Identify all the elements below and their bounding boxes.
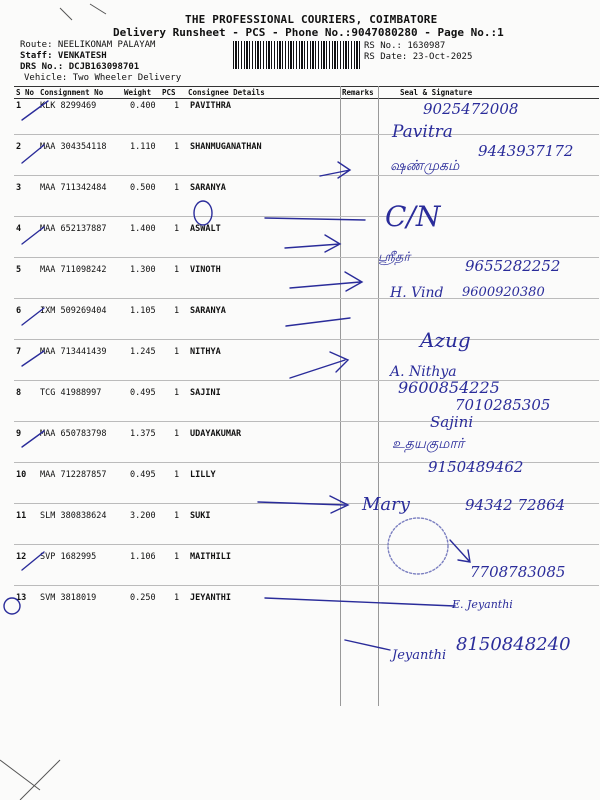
cell-weight: 0.500 [130, 183, 156, 193]
phone-12: 7708783085 [470, 563, 566, 581]
cell-weight: 1.300 [130, 265, 156, 275]
phone-9: 9150489462 [428, 458, 524, 476]
cell-consignment: MAA 650783798 [40, 429, 107, 439]
line [345, 640, 390, 650]
rs-date: RS Date: 23-Oct-2025 [364, 52, 473, 62]
signature-10: Mary [362, 494, 410, 515]
circle-mark [194, 201, 212, 225]
cell-consignment: KLK 8299469 [40, 101, 97, 111]
signature-4: ஸ்ரீதர் [378, 250, 411, 265]
phone-7: 9600854225 [398, 378, 500, 397]
cell-weight: 0.495 [130, 470, 156, 480]
cell-consignee: JEYANTHI [190, 593, 231, 603]
cell-consignee: LILLY [190, 470, 216, 480]
signature-1: Pavitra [392, 122, 453, 142]
arrow-icon [285, 235, 340, 252]
cell-weight: 0.250 [130, 593, 156, 603]
cell-weight: 1.375 [130, 429, 156, 439]
cell-consignee: MAITHILI [190, 552, 231, 562]
circle-mark [4, 598, 20, 614]
col-weight: Weight [124, 88, 152, 97]
tick-mark [22, 227, 44, 244]
cell-weight: 1.110 [130, 142, 156, 152]
cell-sno: 4 [16, 224, 22, 234]
tick-mark [22, 431, 44, 447]
cell-weight: 3.200 [130, 511, 156, 521]
signature-2: ஷண்முகம் [390, 158, 460, 174]
col-pcs: PCS [162, 88, 176, 97]
cell-pcs: 1 [174, 593, 180, 603]
cell-pcs: 1 [174, 470, 180, 480]
rs-number: RS No.: 1630987 [364, 41, 446, 51]
phone-13: 8150848240 [456, 634, 571, 655]
col-consignee: Consignee Details [188, 88, 265, 97]
col-seal: Seal & Signature [400, 88, 473, 97]
cell-sno: 6 [16, 306, 22, 316]
cell-pcs: 1 [174, 388, 180, 398]
cell-consignment: SVP 1682995 [40, 552, 97, 562]
arrow-icon [290, 272, 362, 291]
cell-weight: 1.106 [130, 552, 156, 562]
col-sno: S No [16, 88, 35, 97]
vehicle-label: Vehicle: Two Wheeler Delivery [24, 73, 182, 83]
signature-13: Jeyanthi [392, 648, 447, 663]
cell-consignee: SARANYA [190, 306, 226, 316]
cell-pcs: 1 [174, 265, 180, 275]
cell-consignment: MAA 304354118 [40, 142, 107, 152]
cell-consignee: NITHYA [190, 347, 221, 357]
cell-weight: 1.245 [130, 347, 156, 357]
cell-consignment: TCG 41988997 [40, 388, 102, 398]
cell-weight: 0.495 [130, 388, 156, 398]
phone-8: 7010285305 [455, 396, 551, 414]
cell-consignee: SARANYA [190, 183, 226, 193]
phone-2: 9443937172 [478, 142, 574, 160]
cell-consignment: MAA 711098242 [40, 265, 107, 275]
cell-sno: 8 [16, 388, 22, 398]
cell-pcs: 1 [174, 306, 180, 316]
phone-1: 9025472008 [423, 100, 519, 118]
cell-consignee: SHANMUGANATHAN [190, 142, 262, 152]
tick-mark [22, 145, 44, 163]
cell-consignee: ASWALT [190, 224, 221, 234]
dash-line [265, 218, 365, 220]
tick-mark [22, 101, 48, 120]
cell-pcs: 1 [174, 101, 180, 111]
phone-4: 9655282252 [465, 257, 561, 275]
cell-weight: 1.400 [130, 224, 156, 234]
cell-sno: 2 [16, 142, 22, 152]
cell-pcs: 1 [174, 183, 180, 193]
arrow-icon [450, 540, 470, 562]
cell-pcs: 1 [174, 429, 180, 439]
tick-mark [22, 552, 44, 570]
col-consignment: Consignment No [40, 88, 104, 97]
cell-sno: 13 [16, 593, 27, 603]
cell-weight: 1.105 [130, 306, 156, 316]
cell-pcs: 1 [174, 347, 180, 357]
signature-7: A. Nithya [390, 364, 457, 380]
cell-consignee: PAVITHRA [190, 101, 231, 111]
cell-sno: 11 [16, 511, 27, 521]
cell-pcs: 1 [174, 552, 180, 562]
cell-consignee: UDAYAKUMAR [190, 429, 242, 439]
tick-mark [22, 351, 44, 366]
cell-pcs: 1 [174, 224, 180, 234]
signature-6: Azug [420, 328, 471, 352]
cell-sno: 7 [16, 347, 22, 357]
cell-sno: 5 [16, 265, 22, 275]
phone-5: 9600920380 [462, 285, 545, 300]
cell-consignment: MAA 652137887 [40, 224, 107, 234]
signature-8: Sajini [430, 413, 474, 431]
route-label: Route: NEELIKONAM PALAYAM [20, 40, 156, 50]
cell-sno: 9 [16, 429, 22, 439]
cell-sno: 10 [16, 470, 27, 480]
col-remarks: Remarks [342, 88, 374, 97]
line [265, 598, 455, 606]
seal-stamp [388, 518, 448, 574]
dash-line [286, 318, 350, 326]
arrow-icon [290, 352, 348, 378]
cell-consignment: MAA 712287857 [40, 470, 107, 480]
signature-9: உதயகுமார் [392, 436, 465, 452]
tick-mark [22, 308, 44, 325]
arrow-icon [320, 162, 350, 178]
pencil-mark [0, 760, 60, 800]
cell-sno: 3 [16, 183, 22, 193]
cell-pcs: 1 [174, 142, 180, 152]
staff-label: Staff: VENKATESH [20, 51, 107, 61]
cell-consignee: SUKI [190, 511, 211, 521]
cell-weight: 0.400 [130, 101, 156, 111]
cell-consignment: MAA 711342484 [40, 183, 107, 193]
company-title: THE PROFESSIONAL COURIERS, COIMBATORE [185, 13, 438, 26]
drs-number: DRS No.: DCJB163098701 [20, 62, 140, 72]
cell-consignment: IXM 509269404 [40, 306, 107, 316]
cell-consignment: MAA 713441439 [40, 347, 107, 357]
cell-consignee: SAJINI [190, 388, 221, 398]
cn-mark: C/N [385, 200, 441, 233]
cell-sno: 1 [16, 101, 22, 111]
arrow-icon [258, 496, 348, 513]
phone-10: 94342 72864 [465, 496, 566, 514]
cell-consignment: SLM 380838624 [40, 511, 107, 521]
signature-12: E. Jeyanthi [452, 598, 513, 611]
cell-sno: 12 [16, 552, 27, 562]
pencil-mark [60, 4, 106, 20]
cell-consignment: SVM 3818019 [40, 593, 97, 603]
cell-pcs: 1 [174, 511, 180, 521]
signature-5: H. Vind [390, 285, 444, 301]
cell-consignee: VINOTH [190, 265, 221, 275]
runsheet-title: Delivery Runsheet - PCS - Phone No.:9047080280 - Page No.:1 [113, 26, 504, 39]
